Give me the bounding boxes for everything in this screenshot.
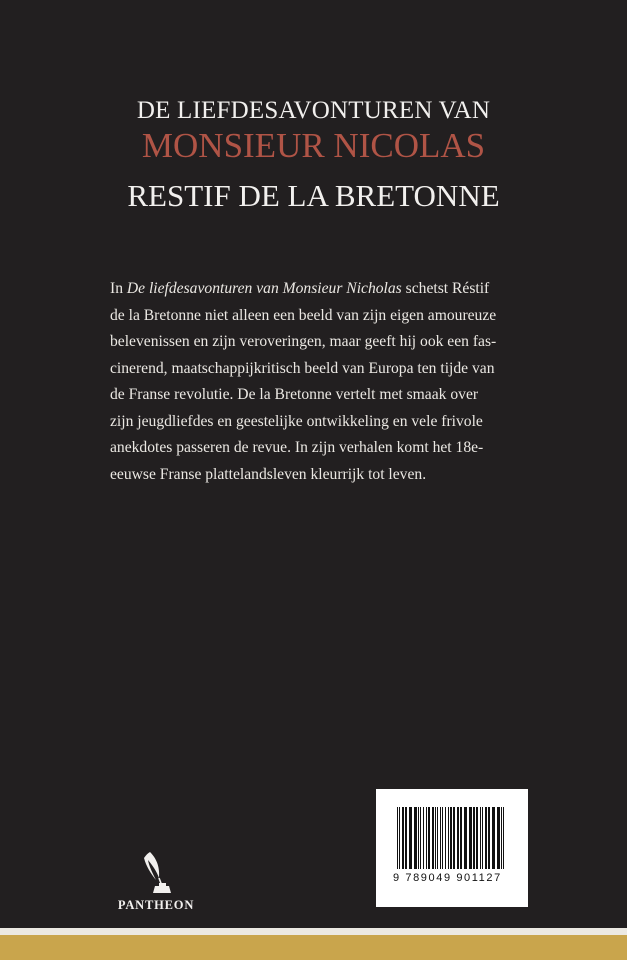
- blurb-line: zijn jeugdliefdes en geestelijke ontwikkeling en vele frivole: [110, 412, 483, 430]
- barcode-bar: [442, 807, 443, 869]
- publisher-name: PANTHEON: [117, 898, 195, 912]
- barcode: [376, 789, 528, 907]
- quill-inkwell-icon: [126, 850, 186, 896]
- isbn-digits: 9 789049 901127: [393, 872, 502, 884]
- publisher-logo: [108, 850, 204, 913]
- barcode-bar: [440, 807, 441, 869]
- gold-band: [0, 935, 627, 960]
- barcode-bar: [482, 807, 483, 869]
- blurb-line: anekdotes passeren de revue. In zijn verhalen komt het 18e-: [110, 439, 484, 456]
- barcode-bar: [503, 807, 504, 869]
- barcode-bar: [450, 807, 452, 869]
- barcode-bar: [445, 807, 446, 869]
- barcode-bar: [488, 807, 490, 869]
- barcode-bar: [423, 807, 424, 869]
- barcode-bar: [397, 807, 398, 869]
- barcode-bar: [457, 807, 459, 869]
- barcode-bar: [460, 807, 462, 869]
- barcode-bar: [437, 807, 438, 869]
- barcode-bar: [414, 807, 417, 869]
- blurb-text: [110, 276, 530, 488]
- barcode-bar: [485, 807, 487, 869]
- barcode-bar: [432, 807, 434, 869]
- barcode-bar: [473, 807, 475, 869]
- barcode-bar: [418, 807, 419, 869]
- barcode-bar: [469, 807, 472, 869]
- blurb-line: cinerend, maatschappijkritisch beeld van Europa ten tijde van: [110, 359, 495, 377]
- blurb-line: de la Bretonne niet alleen een beeld van zijn eigen amoureuze: [110, 306, 497, 324]
- title-line-1: DE LIEFDESAVONTUREN VAN: [136, 97, 491, 124]
- barcode-bar: [409, 807, 412, 869]
- blurb-line: de Franse revolutie. De la Bretonne vertelt met smaak over: [110, 386, 479, 403]
- barcode-bar: [426, 807, 427, 869]
- book-title-italic: De liefdesavonturen van Monsieur Nicholas: [126, 280, 402, 297]
- barcode-bar: [497, 807, 500, 869]
- barcode-bar: [476, 807, 478, 869]
- barcode-bar: [453, 807, 455, 869]
- barcode-bar: [492, 807, 495, 869]
- barcode-bar: [501, 807, 502, 869]
- barcode-bar: [435, 807, 436, 869]
- blurb-line: In De liefdesavonturen van Monsieur Nicholas schetst Réstif: [110, 280, 490, 297]
- barcode-bar: [480, 807, 481, 869]
- author-name: RESTIF DE LA BRETONNE: [127, 178, 500, 213]
- title-block: [0, 96, 627, 216]
- barcode-bar: [402, 807, 404, 869]
- title-line-2: MONSIEUR NICOLAS: [141, 126, 486, 165]
- barcode-bar: [399, 807, 400, 869]
- blurb-line: belevenissen en zijn veroveringen, maar geeft hij ook een fas-: [110, 333, 497, 350]
- barcode-bar: [448, 807, 449, 869]
- barcode-bar: [405, 807, 407, 869]
- barcode-bar: [428, 807, 430, 869]
- barcode-bar: [464, 807, 467, 869]
- barcode-bars: [396, 807, 508, 869]
- barcode-bar: [420, 807, 421, 869]
- blurb-line: eeuwse Franse plattelandsleven kleurrijk tot leven.: [110, 465, 427, 483]
